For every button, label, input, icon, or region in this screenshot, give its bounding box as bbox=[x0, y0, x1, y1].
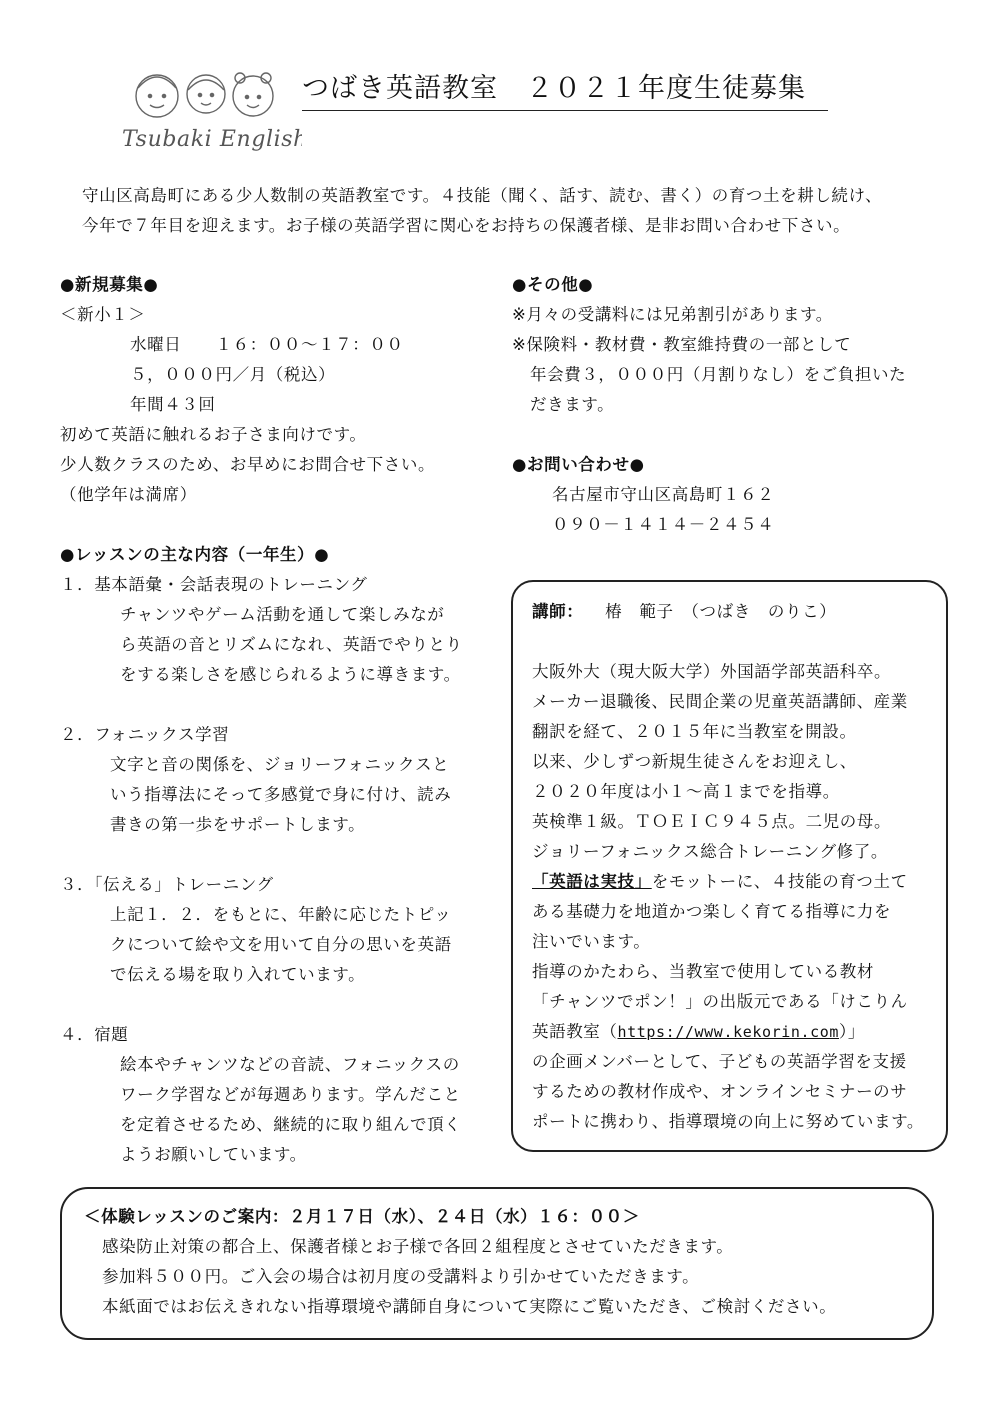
teacher-bio: 大阪外大（現大阪大学）外国語学部英語科卒。 bbox=[532, 662, 892, 681]
recruit-grade: ＜新小１＞ bbox=[60, 305, 146, 324]
contact-phone[interactable]: ０９０－１４１４－２４５４ bbox=[552, 515, 775, 534]
recruit-note: （他学年は満席） bbox=[60, 485, 197, 504]
intro-line: 守山区高島町にある少人数制の英語教室です。４技能（聞く、話す、読む、書く）の育つ土を耕し続け、 bbox=[82, 186, 883, 205]
lesson-line: で伝える場を取り入れています。 bbox=[110, 965, 366, 984]
lesson-title: ３．「伝える」トレーニング bbox=[60, 875, 274, 894]
trial-line: 感染防止対策の都合上、保護者様とお子様で各回２組程度とさせていただきます。 bbox=[102, 1237, 734, 1256]
teacher-bio: するための教材作成や、オンラインセミナーのサ bbox=[532, 1082, 908, 1101]
other-line: ※保険料・教材費・教室維持費の一部として bbox=[512, 335, 852, 354]
other-line: ※月々の受講料には兄弟割引があります。 bbox=[512, 305, 833, 324]
teacher-bio: をモットーに、４技能の育つ土て bbox=[651, 872, 908, 891]
lesson-line: 文字と音の関係を、ジョリーフォニックスと bbox=[110, 755, 450, 774]
teacher-bio: ジョリーフォニックス総合トレーニング修了。 bbox=[532, 842, 888, 861]
logo-text: Tsubaki English bbox=[122, 127, 302, 152]
trial-heading: ＜体験レッスンのご案内：２月１７日（水）、２４日（水）１６：００＞ bbox=[84, 1207, 640, 1226]
lesson-line: をする楽しさを感じられるように導きます。 bbox=[120, 665, 461, 684]
recruit-note: 初めて英語に触れるお子さま向けです。 bbox=[60, 425, 367, 444]
intro bbox=[82, 181, 952, 241]
teacher-bio: 以来、少しずつ新規生徒さんをお迎えし、 bbox=[532, 752, 857, 771]
teacher-bio: 翻訳を経て、２０１５年に当教室を開設。 bbox=[532, 722, 857, 741]
teacher-bio: ２０２０年度は小１～高１までを指導。 bbox=[532, 782, 840, 801]
recruit-note: 少人数クラスのため、お早めにお問合せ下さい。 bbox=[60, 455, 436, 474]
teacher-bio: 英語教室（ bbox=[532, 1022, 618, 1041]
trial-lesson bbox=[84, 1202, 924, 1322]
lesson-title: ２．フォニックス学習 bbox=[60, 725, 230, 744]
recruit-count: 年間４３回 bbox=[130, 395, 216, 414]
teacher-bio: 「チャンツでポン！」の出版元である「けこりん bbox=[532, 992, 908, 1011]
contact-address: 名古屋市守山区高島町１６２ bbox=[552, 485, 775, 504]
teacher-bio: ポートに携わり、指導環境の向上に努めています。 bbox=[532, 1112, 924, 1131]
logo bbox=[112, 64, 302, 164]
teacher-bio: 注いでいます。 bbox=[532, 932, 651, 951]
recruit-schedule: 水曜日 １６：００～１７：００ bbox=[130, 335, 404, 354]
other-heading: ●その他● bbox=[512, 275, 594, 294]
trial-line: 本紙面ではお伝えきれない指導環境や講師自身について実際にご覧いただき、ご検討ください。 bbox=[102, 1297, 837, 1316]
teacher-bio: メーカー退職後、民間企業の児童英語講師、産業 bbox=[532, 692, 908, 711]
lesson-line: ワーク学習などが毎週あります。学んだこと bbox=[120, 1085, 461, 1104]
intro-line: 今年で７年目を迎えます。お子様の英語学習に関心をお持ちの保護者様、是非お問い合わせ下さい。 bbox=[82, 216, 851, 235]
lesson-line: チャンツやゲーム活動を通して楽しみなが bbox=[120, 605, 445, 624]
teacher-bio: ）」 bbox=[839, 1022, 865, 1041]
teacher-motto: 「英語は実技」 bbox=[532, 872, 652, 891]
lesson-line: 書きの第一歩をサポートします。 bbox=[110, 815, 366, 834]
other-line: だきます。 bbox=[530, 395, 615, 414]
teacher-bio: 指導のかたわら、当教室で使用している教材 bbox=[532, 962, 874, 981]
lesson-title: １．基本語彙・会話表現のトレーニング bbox=[60, 575, 368, 594]
teacher-bio: 英検準１級。ＴＯＥＩＣ９４５点。二児の母。 bbox=[532, 812, 892, 831]
lesson-line: ようお願いしています。 bbox=[120, 1145, 307, 1164]
lesson-line: いう指導法にそって多感覚で身に付け、読み bbox=[110, 785, 452, 804]
lesson-line: を定着させるため、継続的に取り組んで頂く bbox=[120, 1115, 462, 1134]
children-faces-logo-icon bbox=[112, 64, 302, 164]
other-line: 年会費３，０００円（月割りなし）をご負担いた bbox=[530, 365, 907, 384]
recruit-fee: ５，０００円／月（税込） bbox=[130, 365, 336, 384]
lesson-line: 絵本やチャンツなどの音読、フォニックスの bbox=[120, 1055, 460, 1074]
lessons-heading: ●レッスンの主な内容（一年生）● bbox=[60, 545, 330, 564]
contact-heading: ●お問い合わせ● bbox=[512, 455, 645, 474]
lesson-title: ４．宿題 bbox=[60, 1025, 129, 1044]
teacher-bio: の企画メンバーとして、子どもの英語学習を支援 bbox=[532, 1052, 907, 1071]
lesson-line: 上記１．２．をもとに、年齢に応じたトピッ bbox=[110, 905, 452, 924]
lesson-line: ら英語の音とリズムになれ、英語でやりとり bbox=[120, 635, 463, 654]
page-title: つばき英語教室 ２０２１年度生徒募集 bbox=[302, 70, 828, 111]
lesson-line: クについて絵や文を用いて自分の思いを英語 bbox=[110, 935, 452, 954]
trial-line: 参加料５００円。ご入会の場合は初月度の受講料より引かせていただきます。 bbox=[102, 1267, 700, 1286]
teacher-label: 講師： bbox=[532, 602, 584, 621]
left-column bbox=[60, 270, 490, 1170]
recruit-heading: ●新規募集● bbox=[60, 275, 159, 294]
teacher-name: 椿 範子 （つばき のりこ） bbox=[605, 602, 837, 621]
kekorin-link[interactable]: https://www.kekorin.com bbox=[617, 1023, 840, 1041]
teacher-bio: ある基礎力を地道かつ楽しく育てる指導に力を bbox=[532, 902, 892, 921]
right-column bbox=[512, 270, 952, 540]
teacher-profile bbox=[532, 597, 946, 1137]
